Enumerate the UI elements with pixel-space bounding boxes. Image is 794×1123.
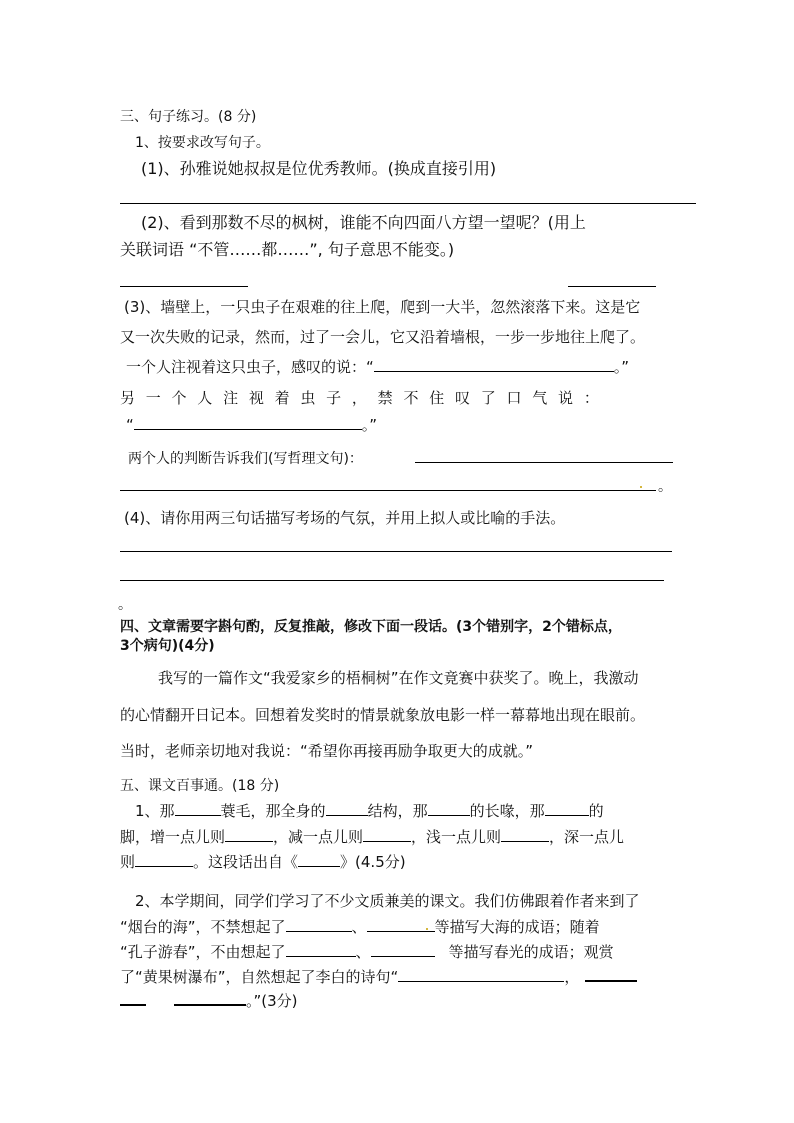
question-5-2-line-b <box>120 916 600 937</box>
answer-line[interactable] <box>120 203 696 204</box>
question-1-3-line-a: (3)、墙壁上，一只虫子在艰难的往上爬，爬到一大半，忽然滚落下来。这是它 <box>124 298 641 316</box>
text-segment: 、 <box>351 918 367 936</box>
quote-prefix: “ <box>126 416 134 434</box>
question-1-3-line-c <box>126 356 629 377</box>
question-5-2-line-a: 2、本学期间，同学们学习了不少文质兼美的课文。我们仿佛跟着作者来到了 <box>135 892 640 910</box>
section-3-title: 三、句子练习。(8 分) <box>120 109 257 125</box>
text-segment: 1、那 <box>135 802 175 820</box>
question-5-1-line-a <box>135 800 604 821</box>
answer-line[interactable] <box>120 551 672 552</box>
period: 。 <box>118 597 132 613</box>
answer-blank[interactable] <box>286 917 352 932</box>
question-5-1-line-c <box>120 851 406 872</box>
text-segment: 蓑毛，那全身的 <box>220 802 326 820</box>
text-segment: 了“黄果树瀑布”，自然想起了李白的诗句“ <box>120 968 399 986</box>
text-segment: 。”(3分) <box>246 992 298 1010</box>
answer-blank[interactable] <box>120 990 146 1006</box>
section-5-title: 五、课文百事通。(18 分) <box>120 778 280 794</box>
quote-suffix: 。” <box>613 358 630 376</box>
text-segment: 则 <box>120 853 136 871</box>
question-5-2-line-e <box>120 990 298 1011</box>
text-segment: 。这段话出自《 <box>193 853 299 871</box>
question-1-3-line-b: 又一次失败的记录，然而，过了一会儿，它又沿着墙根，一步一步地往上爬了。 <box>120 328 646 346</box>
passage-line-2: 的心情翻开日记本。回想着发奖时的情景就象放电影一样一幕幕地出现在眼前。 <box>120 706 646 724</box>
question-5-1-line-b <box>120 826 624 847</box>
period: 。 <box>658 479 672 495</box>
answer-blank[interactable] <box>398 967 564 982</box>
text-segment: 的 <box>588 802 604 820</box>
section-4-title-b: 3个病句)(4分) <box>120 638 215 654</box>
quote-prefix: 一个人注视着这只虫子，感叹的说：“ <box>126 358 374 376</box>
passage-line-3: 当时，老师亲切地对我说：“希望你再接再励争取更大的成就。” <box>120 742 534 760</box>
question-1-1: (1)、孙雅说她叔叔是位优秀教师。(换成直接引用) <box>141 159 497 178</box>
text-segment: 结构，那 <box>367 802 428 820</box>
answer-blank[interactable] <box>428 801 470 816</box>
answer-line[interactable] <box>120 490 656 491</box>
section-4-title-a: 四、文章需要字斟句酌，反复推敲，修改下面一段话。(3个错别字，2个错标点， <box>120 619 622 635</box>
text-segment: 脚，增一点儿则 <box>120 828 226 846</box>
question-5-2-line-c <box>120 941 614 962</box>
answer-blank[interactable] <box>175 801 221 816</box>
question-1-label: 1、按要求改写句子。 <box>135 135 270 151</box>
answer-blank[interactable] <box>135 852 193 867</box>
question-1-3-line-d: 另 一 个 人 注 视 着 虫 子 ， 禁 不 住 叹 了 口 气 说 ： <box>120 389 602 407</box>
text-segment: 》(4.5分) <box>340 853 406 871</box>
text-segment: “孔子游春”，不由想起了 <box>120 943 286 961</box>
answer-blank[interactable] <box>174 990 246 1006</box>
answer-blank[interactable] <box>286 942 356 957</box>
text-segment: 等描写春光的成语；观赏 <box>448 943 614 961</box>
speck <box>640 486 642 488</box>
text-segment: 、 <box>355 943 371 961</box>
answer-blank[interactable] <box>374 357 614 372</box>
answer-blank[interactable] <box>585 966 637 982</box>
answer-blank[interactable] <box>134 415 362 430</box>
answer-line[interactable] <box>120 286 248 287</box>
answer-blank[interactable] <box>326 801 368 816</box>
question-5-2-line-d <box>120 966 637 987</box>
answer-blank[interactable] <box>367 917 435 932</box>
answer-line[interactable] <box>568 286 656 287</box>
answer-blank[interactable] <box>225 827 273 842</box>
question-1-3-line-e <box>126 414 377 435</box>
answer-blank[interactable] <box>371 942 435 957</box>
text-segment: ，深一点儿 <box>549 828 625 846</box>
answer-blank[interactable] <box>501 827 549 842</box>
answer-blank[interactable] <box>545 801 589 816</box>
question-1-2-line-b: 关联词语 “不管……都……”, 句子意思不能变。) <box>120 240 455 259</box>
answer-blank[interactable] <box>363 827 411 842</box>
answer-blank[interactable] <box>298 852 340 867</box>
text-segment: “烟台的海”，不禁想起了 <box>120 918 286 936</box>
text-segment: 等描写大海的成语；随着 <box>434 918 600 936</box>
question-1-4: (4)、请你用两三句话描写考场的气氛，并用上拟人或比喻的手法。 <box>124 509 566 527</box>
answer-line[interactable] <box>120 580 664 581</box>
text-segment: ，浅一点儿则 <box>411 828 502 846</box>
text-segment: ，减一点儿则 <box>273 828 364 846</box>
quote-suffix: 。” <box>361 416 378 434</box>
text-segment: 的长喙，那 <box>469 802 545 820</box>
text-segment: ， <box>564 968 580 986</box>
question-1-2-line-a: (2)、看到那数不尽的枫树，谁能不向四面八方望一望呢？(用上 <box>141 213 586 232</box>
passage-line-1: 我写的一篇作文“我爱家乡的梧桐树”在作文竟赛中获奖了。晚上，我激动 <box>158 669 639 687</box>
speck <box>426 928 428 930</box>
answer-line[interactable] <box>415 462 673 463</box>
question-1-3-line-f: 两个人的判断告诉我们(写哲理文句)： <box>128 451 363 467</box>
